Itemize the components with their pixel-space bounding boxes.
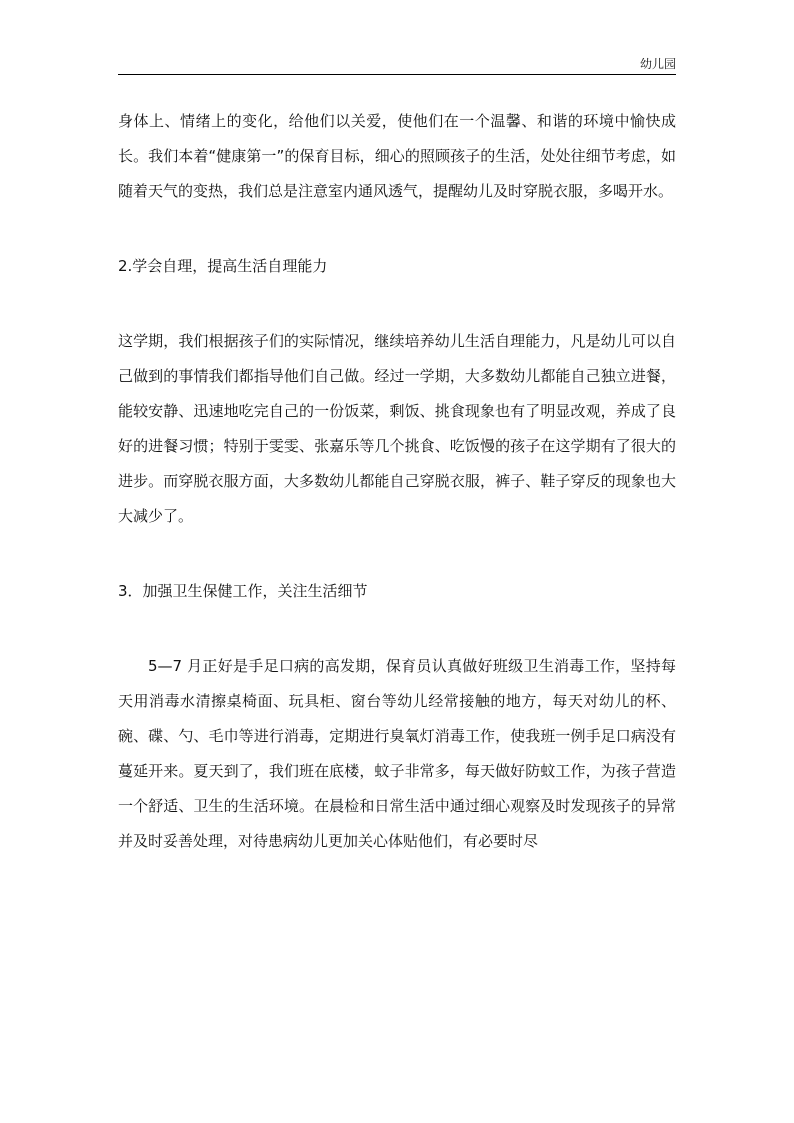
paragraph-care: 身体上、情绪上的变化，给他们以关爱，使他们在一个温馨、和谐的环境中愉快成长。我们本着“健康第一”的保育目标，细心的照顾孩子的生活，处处往细节考虑，如随着天气的变热，我们总是注意室内通风透气，提醒幼儿及时穿脱衣服，多喝开水。	[118, 112, 676, 200]
spacer	[118, 284, 676, 324]
document-body	[118, 104, 676, 859]
spacer	[118, 209, 676, 249]
section-heading-hygiene: 3．加强卫生保健工作，关注生活细节	[118, 582, 368, 600]
header-title: 幼儿园	[639, 57, 676, 71]
section-heading-self-care: 2.学会自理，提高生活自理能力	[118, 257, 328, 275]
page-header	[118, 56, 676, 75]
paragraph-hygiene: 5—7 月正好是手足口病的高发期，保育员认真做好班级卫生消毒工作，坚持每天用消毒水清擦桌椅面、玩具柜、窗台等幼儿经常接触的地方，每天对幼儿的杯、碗、碟、勺、毛巾等进行消毒，定期进行臭氧灯消毒工作，使我班一例手足口病没有蔓延开来。夏天到了，我们班在底楼，蚊子非常多，每天做好防蚊工作，为孩子营造一个舒适、卫生的生活环境。在晨检和日常生活中通过细心观察及时发现孩子的异常并及时妥善处理，对待患病幼儿更加关心体贴他们，有必要时尽	[118, 657, 676, 850]
paragraph-self-care: 这学期，我们根据孩子们的实际情况，继续培养幼儿生活自理能力，凡是幼儿可以自己做到的事情我们都指导他们自己做。经过一学期，大多数幼儿都能自己独立进餐，能较安静、迅速地吃完自己的一份饭菜，剩饭、挑食现象也有了明显改观，养成了良好的进餐习惯；特别于雯雯、张嘉乐等几个挑食、吃饭慢的孩子在这学期有了很大的进步。而穿脱衣服方面，大多数幼儿都能自己穿脱衣服，裤子、鞋子穿反的现象也大大减少了。	[118, 332, 676, 525]
spacer	[118, 609, 676, 649]
spacer	[118, 534, 676, 574]
